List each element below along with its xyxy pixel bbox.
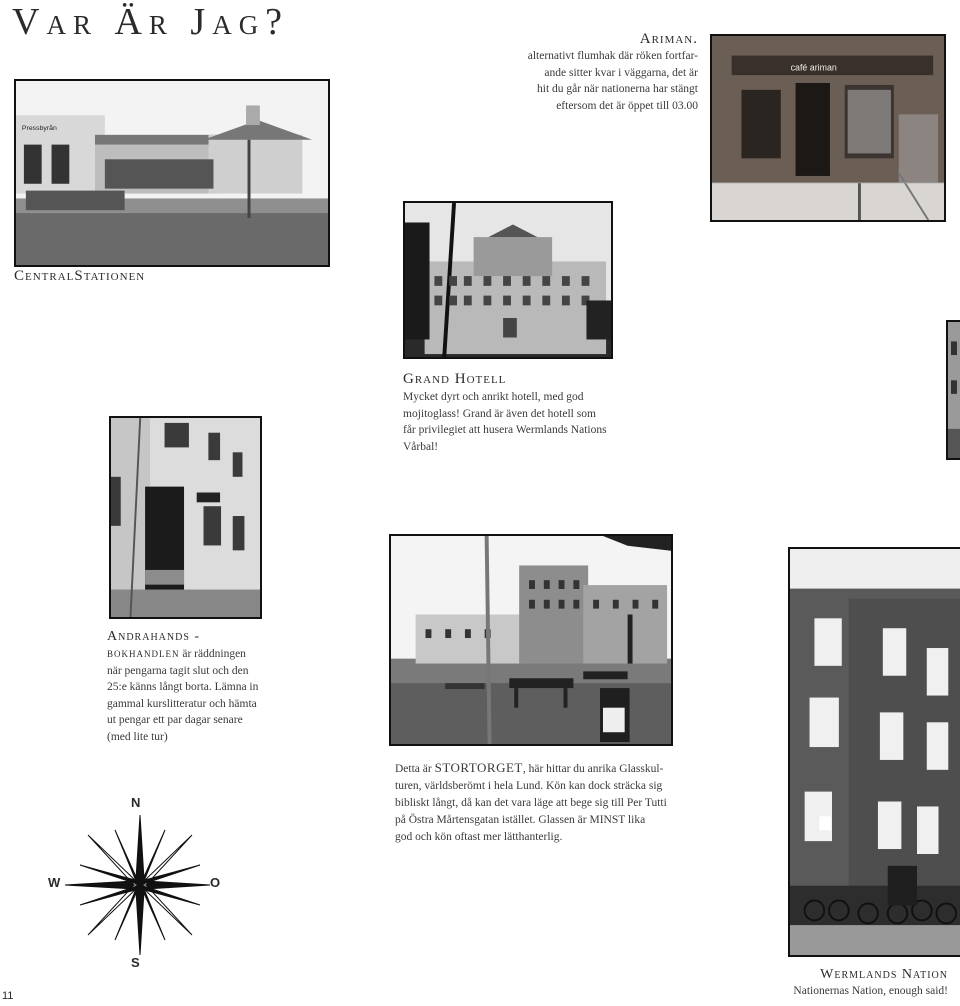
andrahands-caption xyxy=(107,628,307,745)
stortorget-line1-rest: , här hittar du anrika Glasskul- xyxy=(522,763,664,775)
text-line: hit du går när nationerna har stängt xyxy=(537,83,698,95)
andrahands-heading-rest: är räddningen xyxy=(179,648,246,660)
ariman-text xyxy=(470,48,698,114)
text-line: Mycket dyrt och anrikt hotell, med god xyxy=(403,391,584,403)
text-line: får privilegiet att husera Wermlands Nations xyxy=(403,424,607,436)
centralstationen-label: CentralStationen xyxy=(14,268,146,284)
ariman-caption xyxy=(470,30,698,114)
andrahands-text xyxy=(107,663,307,746)
wermlands-heading: Wermlands Nation xyxy=(820,967,948,982)
andrahands-first-line xyxy=(107,645,307,663)
stortorget-first-line xyxy=(395,759,695,778)
grand-hotell-text xyxy=(403,389,643,455)
wermlands-caption xyxy=(740,966,948,1000)
edge-photo xyxy=(946,320,960,460)
wermlands-subtitle: Nationernas Nation, enough said! xyxy=(793,985,948,997)
page-number: 11 xyxy=(2,990,14,1002)
compass-north: N xyxy=(131,795,141,810)
pressbyran-sign: Pressbyrån xyxy=(21,124,57,132)
grand-hotell-heading: Grand Hotell xyxy=(403,371,507,387)
stortorget-caption xyxy=(395,759,695,846)
compass-rose xyxy=(40,795,240,975)
ariman-photo xyxy=(710,34,946,222)
text-line: gammal kurslitteratur och hämta xyxy=(107,697,257,710)
text-line: god och kön oftast mer lätthanterlig. xyxy=(395,831,563,843)
compass-east: O xyxy=(210,875,221,890)
stortorget-highlight: STORTORGET xyxy=(434,760,523,775)
text-line: ut pengar ett par dagar senare xyxy=(107,714,243,726)
page-title: Var Är Jag? xyxy=(12,1,290,43)
ariman-heading: Ariman. xyxy=(639,31,698,47)
wermlands-nation-photo xyxy=(788,547,960,957)
stortorget-photo xyxy=(389,534,673,746)
compass-south: S xyxy=(131,955,140,970)
text-line: bibliskt långt, då kan det vara läge att bege sig till Per Tutti xyxy=(395,797,667,809)
text-line: ande sitter kvar i väggarna, det är xyxy=(544,66,698,79)
text-line: Vårbal! xyxy=(403,440,439,453)
text-line: eftersom det är öppet till 03.00 xyxy=(556,99,698,112)
andrahands-heading-line2: bokhandlen xyxy=(107,645,180,660)
centralstationen-photo xyxy=(14,79,330,267)
text-line: mojitoglass! Grand är även det hotell som xyxy=(403,407,596,420)
text-line: alternativt flumhak där röken fortfar- xyxy=(527,50,698,62)
text-line: 25:e känns långt borta. Lämna in xyxy=(107,681,259,693)
andrahands-photo xyxy=(109,416,262,619)
ariman-sign: café ariman xyxy=(790,62,837,73)
grand-hotell-photo xyxy=(403,201,613,359)
text-line: när pengarna tagit slut och den xyxy=(107,664,249,677)
grand-hotell-caption xyxy=(403,370,643,455)
text-line: (med lite tur) xyxy=(107,730,168,743)
stortorget-prefix: Detta är xyxy=(395,763,435,775)
andrahands-heading-line1: Andrahands - xyxy=(107,629,201,644)
text-line: turen, världsberömt i hela Lund. Kön kan dock sträcka sig xyxy=(395,780,663,792)
text-line: på Östra Mårtensgatan istället. Glassen är MINST lika xyxy=(395,814,646,826)
compass-west: W xyxy=(48,875,61,890)
